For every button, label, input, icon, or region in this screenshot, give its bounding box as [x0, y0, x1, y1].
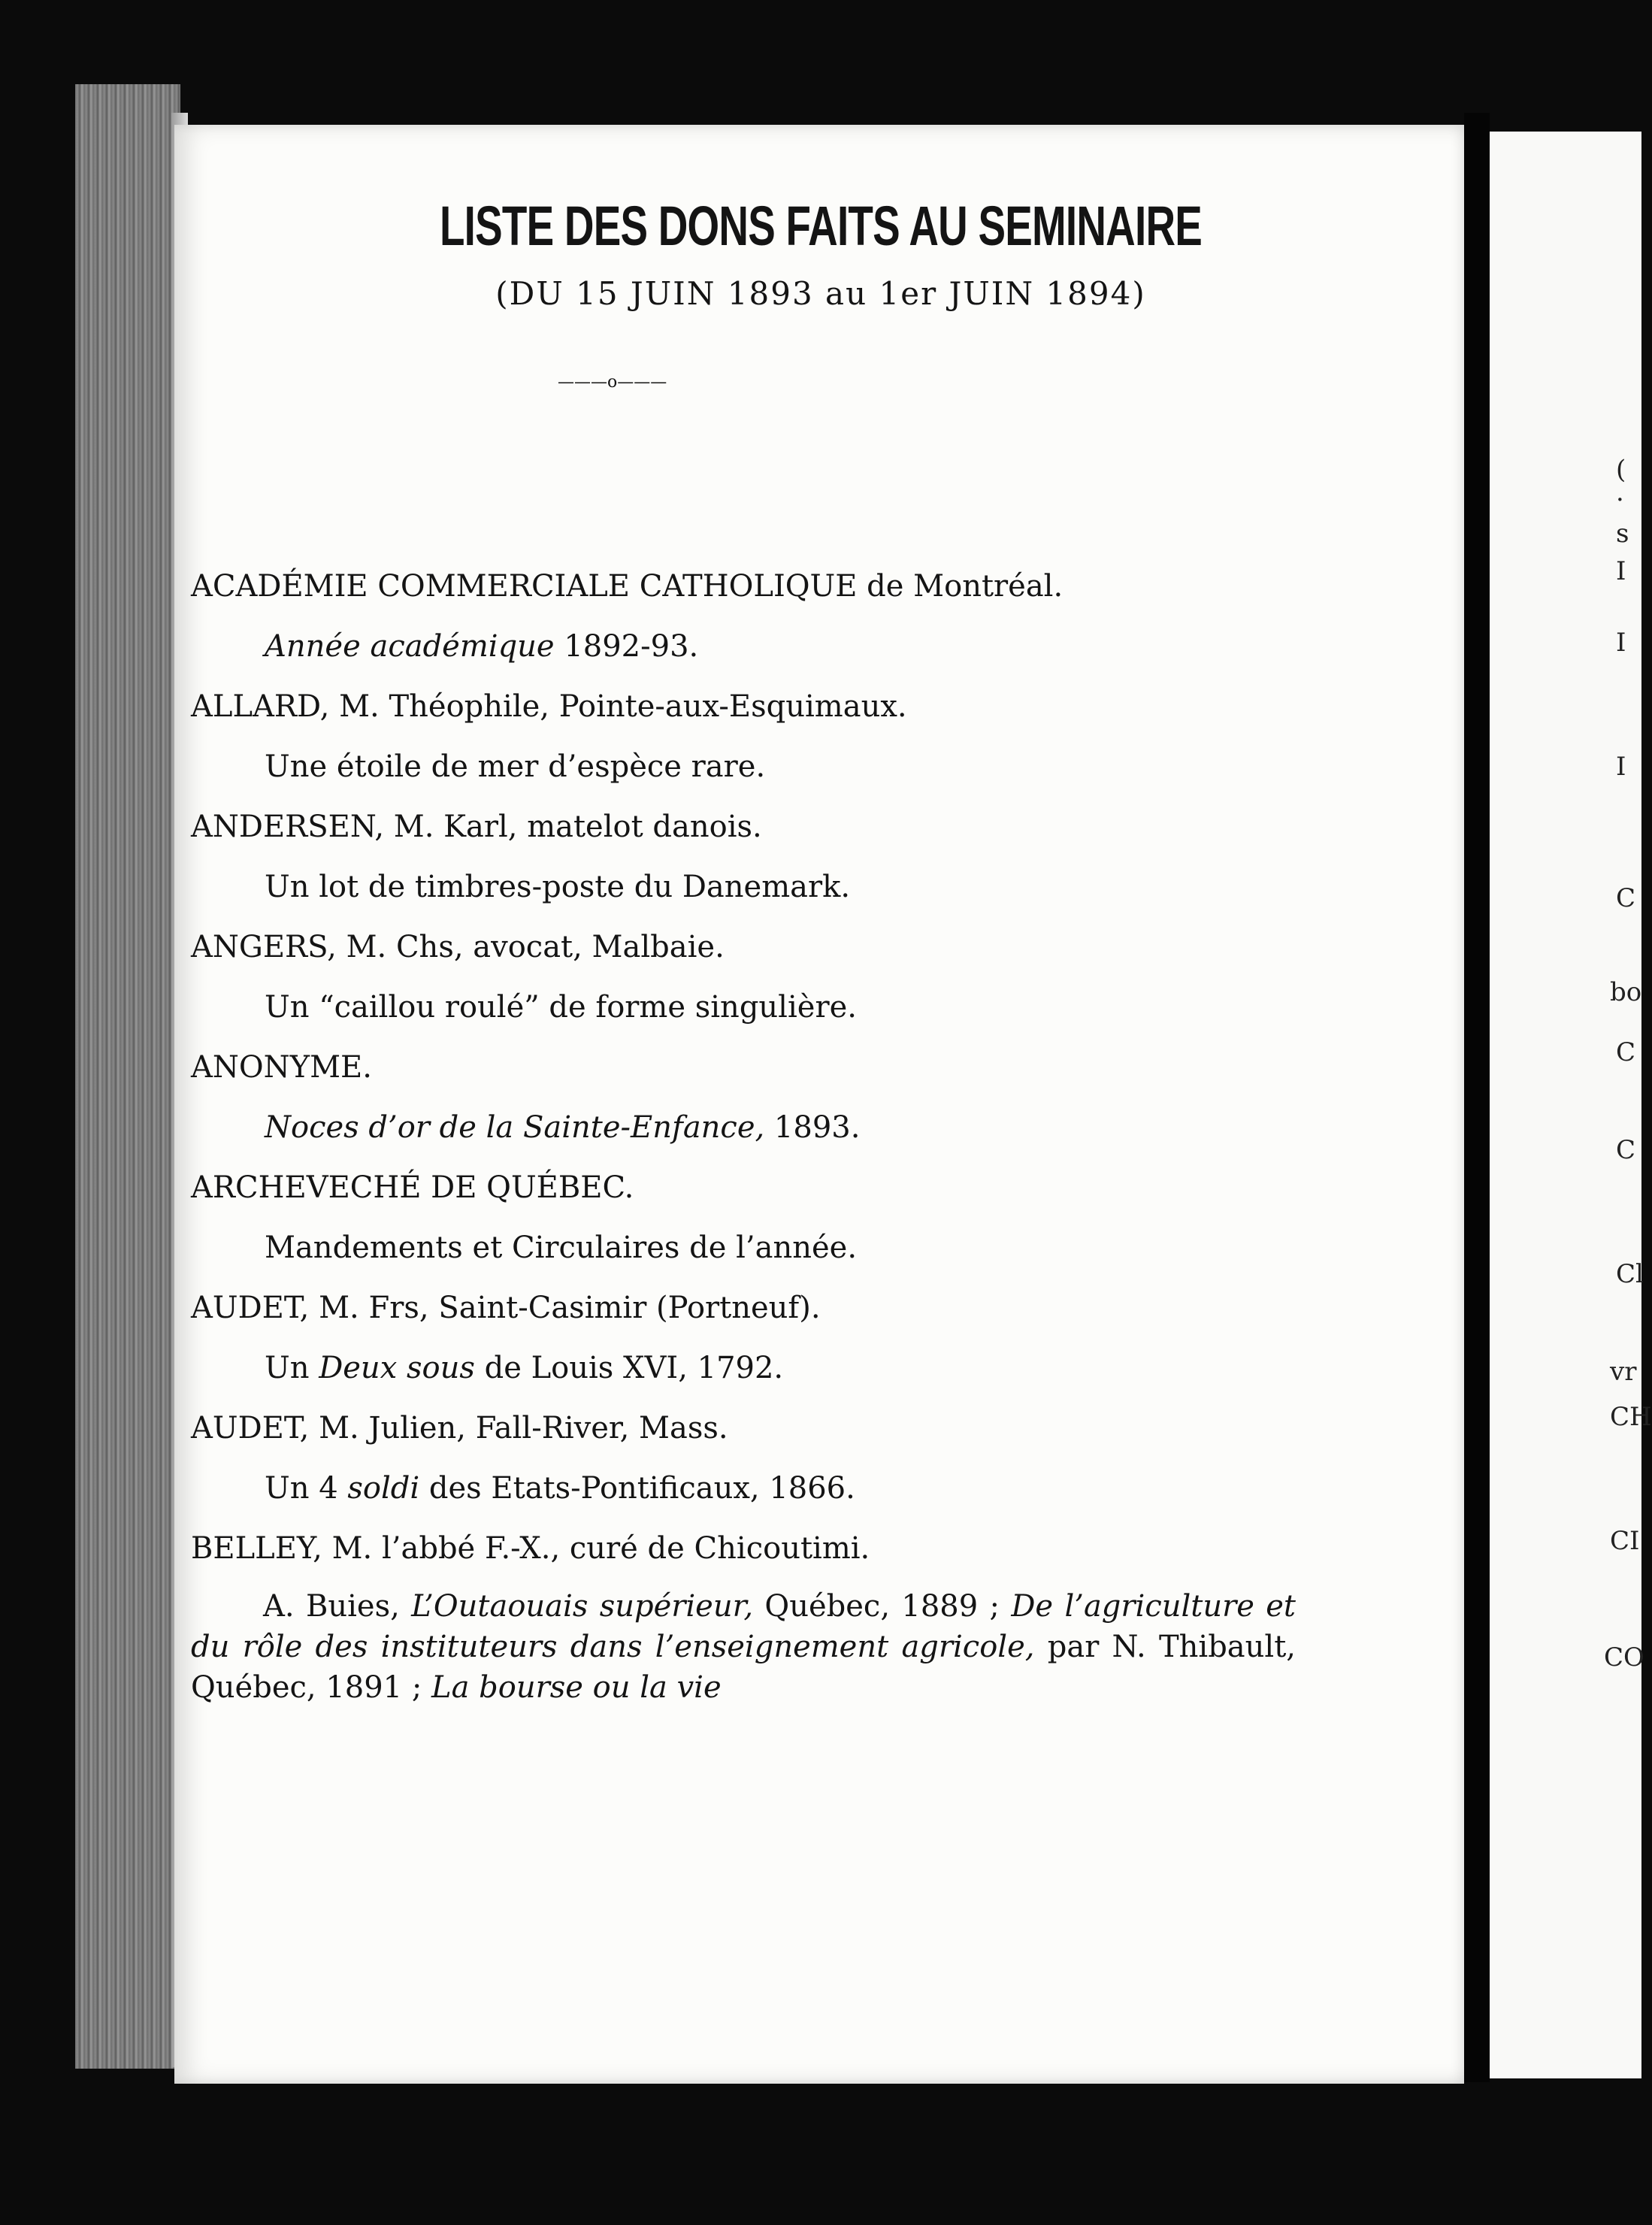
donor-line: ALLARD, M. Théophile, Pointe-aux-Esquimaux. [191, 689, 907, 724]
gift-title: Deux sous [319, 1351, 475, 1385]
gift-paragraph-text: Québec, 1889 ; [753, 1589, 1012, 1624]
gift-prefix: Un [265, 1351, 319, 1385]
gift-detail: 1893. [764, 1110, 861, 1145]
edge-text: · [1616, 485, 1624, 515]
gift-title: Noces d’or de la Sainte-Enfance, [265, 1110, 765, 1145]
separator-ornament: ———o——— [558, 373, 667, 392]
page-subtitle: (DU 15 JUIN 1893 au 1er JUIN 1894) [495, 275, 1146, 312]
donor-line: ANGERS, M. Chs, avocat, Malbaie. [191, 930, 725, 964]
donor-line: BELLEY, M. l’abbé F.-X., curé de Chicoutimi. [191, 1531, 870, 1566]
gift-line [265, 1353, 783, 1383]
edge-text: ( [1616, 455, 1626, 485]
donor-line: ANDERSEN, M. Karl, matelot danois. [191, 810, 762, 844]
gift-line: Un lot de timbres-poste du Danemark. [265, 870, 851, 904]
gift-detail: 1892-93. [554, 629, 699, 664]
book-page-stack [75, 84, 180, 2069]
gift-line: Mandements et Circulaires de l’année. [265, 1231, 858, 1265]
edge-text: vr [1610, 1357, 1637, 1387]
gift-paragraph-title: La bourse ou la vie [431, 1670, 722, 1705]
edge-text: I [1616, 556, 1626, 586]
donor-line: ACADÉMIE COMMERCIALE CATHOLIQUE de Montréal. [191, 569, 1064, 604]
donor-line: AUDET, M. Frs, Saint-Casimir (Portneuf). [191, 1291, 821, 1325]
gift-prefix: Un 4 [265, 1471, 348, 1506]
edge-text: bo [1610, 977, 1642, 1007]
gift-line: Une étoile de mer d’espèce rare. [265, 749, 766, 784]
donor-line: AUDET, M. Julien, Fall-River, Mass. [191, 1411, 728, 1445]
gift-title: Année académique [265, 629, 555, 664]
gift-paragraph [191, 1586, 1296, 1708]
edge-text: I [1616, 628, 1626, 658]
gift-line: Un “caillou roulé” de forme singulière. [265, 990, 857, 1025]
gift-line [265, 1471, 855, 1506]
gift-paragraph-title: L’Outaouais supérieur, [411, 1589, 754, 1624]
book-gutter [1464, 113, 1490, 2082]
donor-line: ARCHEVECHÉ DE QUÉBEC. [191, 1170, 634, 1205]
edge-text: CH [1610, 1402, 1652, 1432]
gift-line [265, 629, 699, 664]
book-page [174, 125, 1464, 2084]
edge-text: C [1616, 1037, 1636, 1067]
gift-line [265, 1112, 860, 1143]
donor-line: ANONYME. [191, 1050, 372, 1085]
edge-text: C [1616, 1135, 1636, 1165]
gift-title: soldi [347, 1471, 420, 1506]
edge-text: C [1616, 883, 1636, 913]
edge-text: CI [1610, 1526, 1640, 1556]
gift-paragraph-text: par N. Thibault, Québec, 1891 ; [191, 1630, 1296, 1705]
next-page-edge [1490, 132, 1652, 2078]
gift-detail: des Etats-Pontificaux, 1866. [419, 1471, 855, 1506]
gift-detail: de Louis XVI, 1792. [474, 1351, 784, 1385]
page-title: LISTE DES DONS FAITS AU SEMINAIRE [439, 195, 1203, 257]
edge-text: I [1616, 752, 1626, 782]
edge-text: Cl [1616, 1259, 1644, 1289]
edge-text: s [1616, 519, 1629, 549]
gift-paragraph-title: De l’agriculture et du rôle des instituteurs dans l’enseignement agricole, [191, 1589, 1296, 1664]
gift-paragraph-text: A. Buies, [263, 1589, 412, 1624]
edge-text: CO [1604, 1642, 1644, 1673]
